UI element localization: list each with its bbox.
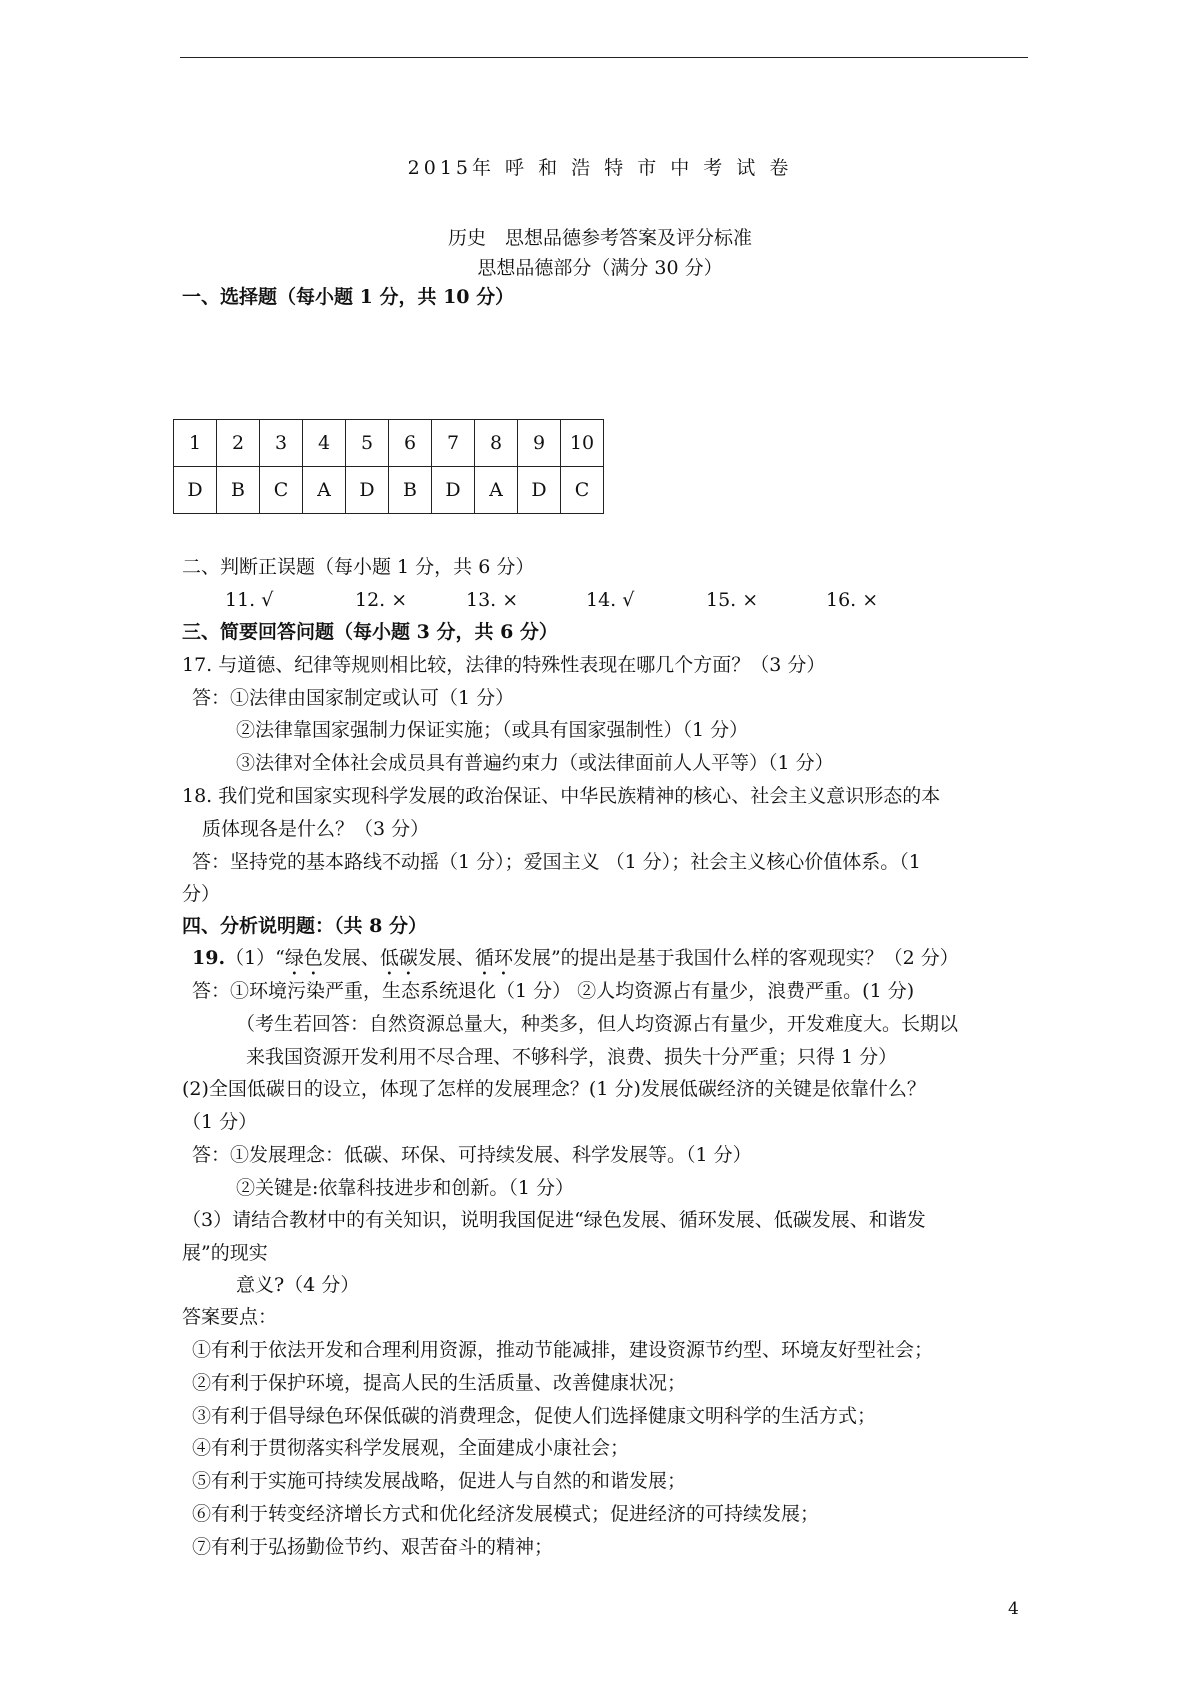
judge-answer-13: 13. × [466, 589, 519, 611]
header-rule [180, 57, 1028, 58]
key-point-5: ⑤有利于实施可持续发展战略，促进人与自然的和谐发展； [192, 1470, 687, 1492]
answer-letter-cell: C [260, 467, 303, 514]
key-points-label: 答案要点： [182, 1306, 278, 1328]
judge-answer-15: 15. × [706, 589, 759, 611]
q19-number: 19. [192, 947, 226, 969]
answer-letter-cell: B [217, 467, 260, 514]
section1-heading: 一、选择题（每小题 1 分，共 10 分） [182, 286, 515, 308]
question-number-cell: 2 [217, 420, 260, 467]
q19-3-question-line1: （3）请结合教材中的有关知识，说明我国促进“绿色发展、循环发展、低碳发展、和谐发 [182, 1209, 926, 1231]
key-point-6: ⑥有利于转变经济增长方式和优化经济发展模式；促进经济的可持续发展； [192, 1503, 820, 1525]
q18-question-line1: 18. 我们党和国家实现科学发展的政治保证、中华民族精神的核心、社会主义意识形态的本 [182, 785, 941, 807]
answer-letter-cell: B [389, 467, 432, 514]
judge-answer-12: 12. × [355, 589, 408, 611]
key-point-3: ③有利于倡导绿色环保低碳的消费理念，促使人们选择健康文明科学的生活方式； [192, 1405, 877, 1427]
question-number-cell: 4 [303, 420, 346, 467]
q19-1-note-line1: （考生若回答：自然资源总量大，种类多，但人均资源占有量少，开发难度大。长期以 [236, 1013, 959, 1035]
q19-1-question-pre: （1）“ [225, 947, 285, 969]
question-number-cell: 3 [260, 420, 303, 467]
answer-letter-cell: D [174, 467, 217, 514]
q19-1-question [192, 946, 959, 980]
part-title: 思想品德部分（满分 30 分） [477, 257, 723, 279]
emphasis-phrase-circular: 循环 [474, 947, 513, 969]
q18-answer-line1: 答：坚持党的基本路线不动摇（1 分）；爱国主义 （1 分）；社会主义核心价值体系。（1 [192, 851, 921, 873]
q19-2-question-line1: (2)全国低碳日的设立，体现了怎样的发展理念？(1 分)发展低碳经济的关键是依靠什么？ [182, 1078, 926, 1100]
question-number-cell: 10 [561, 420, 604, 467]
q19-3-question-line3: 意义?（4 分） [236, 1274, 360, 1296]
question-number-cell: 1 [174, 420, 217, 467]
exam-title: 2015年 呼 和 浩 特 市 中 考 试 卷 [407, 157, 793, 179]
document-subtitle: 历史 思想品德参考答案及评分标准 [447, 227, 752, 249]
q19-2-question-line2: （1 分） [182, 1111, 258, 1133]
question-number-cell: 9 [518, 420, 561, 467]
q18-answer-line2: 分） [182, 883, 221, 905]
key-point-4: ④有利于贯彻落实科学发展观，全面建成小康社会； [192, 1437, 630, 1459]
answer-letter-cell: A [303, 467, 346, 514]
question-number-cell: 6 [389, 420, 432, 467]
emphasis-phrase-lowcarbon: 低碳 [379, 947, 418, 969]
key-point-7: ⑦有利于弘扬勤俭节约、艰苦奋斗的精神； [192, 1536, 554, 1558]
question-number-cell: 7 [432, 420, 475, 467]
answer-letter-cell: D [518, 467, 561, 514]
answer-letter-cell: D [432, 467, 475, 514]
q17-answer-1: 答：①法律由国家制定或认可（1 分） [192, 687, 515, 709]
question-number-row [174, 420, 604, 467]
choice-answer-table [173, 419, 604, 514]
section3-heading: 三、简要回答问题（每小题 3 分，共 6 分） [182, 621, 558, 643]
page-number: 4 [1008, 1599, 1019, 1619]
q19-1-note-line2: 来我国资源开发利用不尽合理、不够科学，浪费、损失十分严重；只得 1 分） [246, 1046, 898, 1068]
judge-answer-16: 16. × [826, 589, 879, 611]
answer-letter-row [174, 467, 604, 514]
key-point-2: ②有利于保护环境，提高人民的生活质量、改善健康状况； [192, 1372, 687, 1394]
q19-2-answer-1: 答：①发展理念：低碳、环保、可持续发展、科学发展等。（1 分） [192, 1144, 752, 1166]
q18-question-line2: 质体现各是什么？（3 分） [202, 818, 430, 840]
judge-answer-11: 11. √ [225, 589, 274, 611]
q19-3-question-line2: 展”的现实 [182, 1242, 268, 1264]
q19-1-question-mid-2: 发展、 [417, 947, 475, 969]
section4-heading: 四、分析说明题：（共 8 分） [182, 915, 427, 937]
question-number-cell: 5 [346, 420, 389, 467]
q17-answer-3: ③法律对全体社会成员具有普遍约束力（或法律面前人人平等）（1 分） [236, 752, 834, 774]
q17-answer-2: ②法律靠国家强制力保证实施；（或具有国家强制性）（1 分） [236, 719, 749, 741]
judge-answer-14: 14. √ [586, 589, 635, 611]
q19-1-answer: 答：①环境污染严重，生态系统退化（1 分） ②人均资源占有量少，浪费严重。(1 分) [192, 980, 915, 1002]
answer-letter-cell: C [561, 467, 604, 514]
q19-1-question-rest: 发展”的提出是基于我国什么样的客观现实？（2 分） [512, 947, 959, 969]
q19-1-question-mid-1: 发展、 [322, 947, 380, 969]
q19-2-answer-2: ②关键是:依靠科技进步和创新。（1 分） [236, 1177, 575, 1199]
q17-question: 17. 与道德、纪律等规则相比较，法律的特殊性表现在哪几个方面？（3 分） [182, 654, 826, 676]
emphasis-phrase-green: 绿色 [284, 947, 323, 969]
question-number-cell: 8 [475, 420, 518, 467]
answer-letter-cell: A [475, 467, 518, 514]
answer-letter-cell: D [346, 467, 389, 514]
key-point-1: ①有利于依法开发和合理利用资源，推动节能减排，建设资源节约型、环境友好型社会； [192, 1339, 934, 1361]
section2-heading: 二、判断正误题（每小题 1 分，共 6 分） [182, 556, 535, 578]
